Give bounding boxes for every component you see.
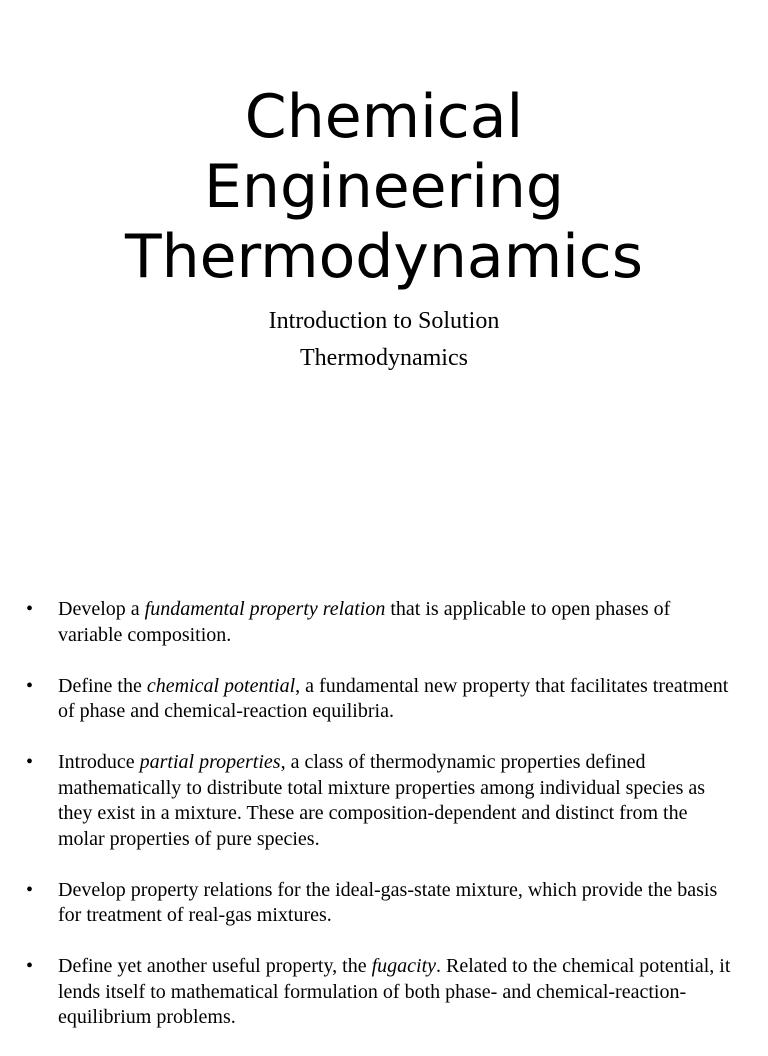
slide-subtitle [0,303,768,377]
bullet-text-post: that is applicable to open phases of variable composition. [58,598,671,646]
title-line-2: Engineering [204,152,564,222]
objectives-list [0,597,768,1056]
list-item [0,597,768,648]
bullet-text-post: . Related to the chemical potential, it lends itself to mathematical formulation of both phase- and chemical-reaction-equilibrium problems. [58,955,731,1028]
bullet-text-emphasis: fugacity [371,955,437,977]
bullet-icon: • [26,878,34,901]
bullet-text-emphasis: chemical potential [146,674,296,697]
title-line-1: Chemical [244,82,524,152]
bullet-text-emphasis: fundamental property relation [144,598,386,620]
bullet-icon: • [26,598,34,620]
subtitle-line-1: Introduction to Solution [268,308,500,334]
title-line-3: Thermodynamics [124,222,644,292]
bullet-text-pre: Introduce [58,751,140,773]
bullet-text-post: , a fundamental new property that facilitates treatment of phase and chemical-reaction equilibria. [58,674,729,722]
bullet-text-post: , a class of thermodynamic properties defined mathematically to distribute total mixture properties among individual species as they exist in a mixture. These are composition-dependent and distinct from the molar properties of pure species. [58,751,706,850]
bullet-text-emphasis: partial properties [139,751,281,773]
list-item [0,674,768,725]
bullet-text-pre: Define yet another useful property, the [58,955,372,977]
list-item [0,878,768,929]
bullet-text-pre: Develop a [58,598,145,620]
list-item [0,954,768,1031]
bullet-icon: • [26,751,34,773]
list-item [0,750,768,852]
slide-title [0,82,768,292]
bullet-icon: • [26,674,34,697]
subtitle-line-2: Thermodynamics [300,345,468,371]
bullet-text-pre: Develop property relations for the ideal-gas-state mixture, which provide the basis for treatment of real-gas mixtures. [58,878,718,926]
bullet-icon: • [26,955,34,977]
bullet-text-pre: Define the [58,674,147,697]
